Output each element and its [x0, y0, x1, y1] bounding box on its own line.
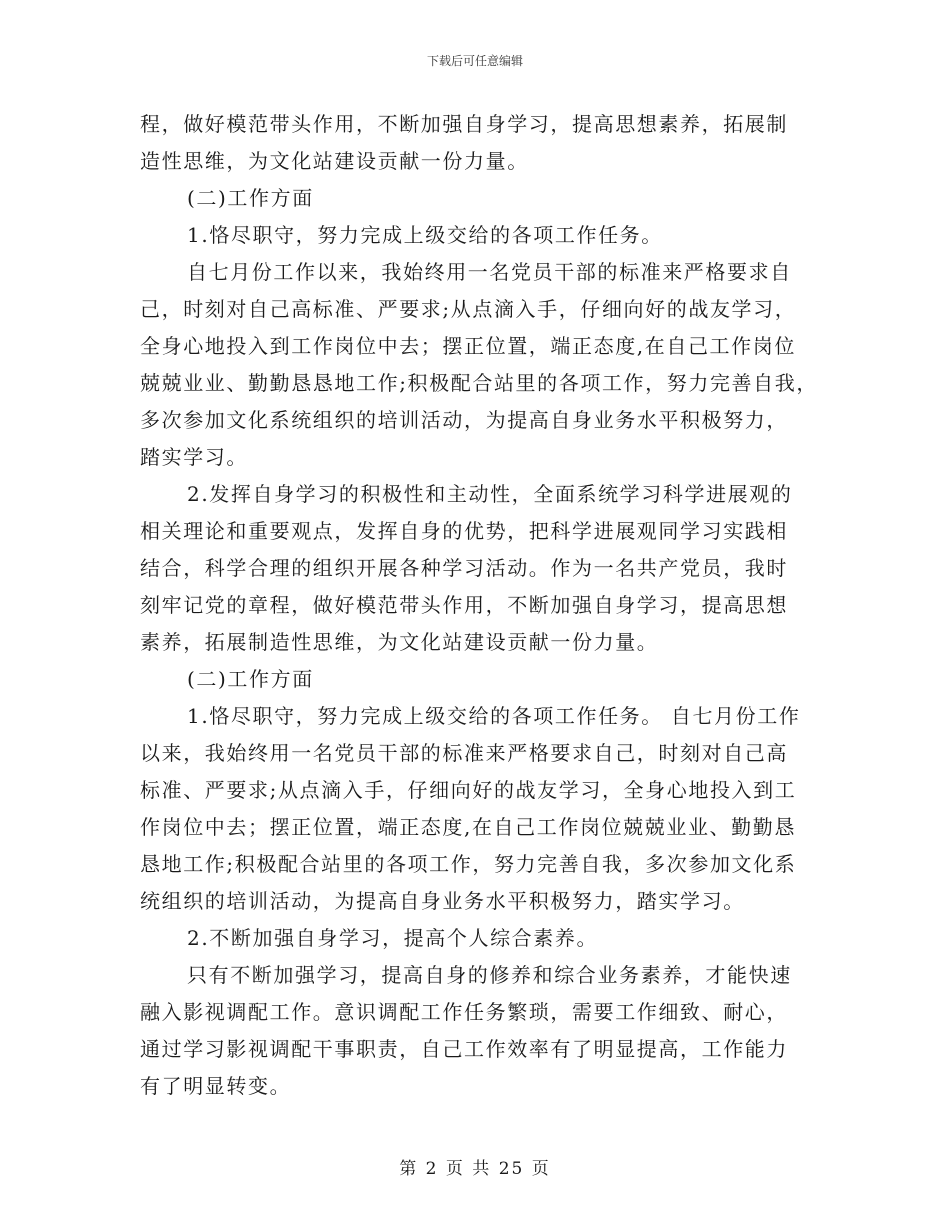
item-heading: 2.不断加强自身学习，提高个人综合素养。 — [187, 926, 599, 950]
text-line: 以来，我始终用一名党员干部的标准来严格要求自己，时刻对自己高 — [140, 741, 788, 765]
page-number: 第 2 页 共 25 页 — [399, 1159, 551, 1179]
text-line: 素养，拓展制造性思维，为文化站建设贡献一份力量。 — [140, 630, 659, 654]
text-line: 恳地工作;积极配合站里的各项工作，努力完善自我，多次参加文化系 — [140, 852, 797, 876]
section-heading: (二)工作方面 — [187, 186, 314, 210]
text-line: 程，做好模范带头作用，不断加强自身学习，提高思想素养，拓展制 — [140, 112, 788, 136]
text-line: 统组织的培训活动，为提高自身业务水平积极努力，踏实学习。 — [140, 889, 745, 913]
text-line: 1.恪尽职守，努力完成上级交给的各项工作任务。 自七月份工作 — [187, 704, 801, 728]
text-line: 多次参加文化系统组织的培训活动，为提高自身业务水平积极努力， — [140, 408, 788, 432]
section-heading: (二)工作方面 — [187, 667, 314, 691]
text-line: 兢兢业业、勤勤恳恳地工作;积极配合站里的各项工作，努力完善自我， — [140, 371, 818, 395]
text-line: 作岗位中去；摆正位置，端正态度,在自己工作岗位兢兢业业、勤勤恳 — [140, 815, 796, 839]
text-line: 2.发挥自身学习的积极性和主动性，全面系统学习科学进展观的 — [187, 482, 793, 506]
text-line: 刻牢记党的章程，做好模范带头作用，不断加强自身学习，提高思想 — [140, 593, 788, 617]
text-line: 通过学习影视调配干事职责，自己工作效率有了明显提高，工作能力 — [140, 1037, 788, 1061]
text-line: 标准、严要求;从点滴入手，仔细向好的战友学习，全身心地投入到工 — [140, 778, 797, 802]
text-line: 全身心地投入到工作岗位中去；摆正位置，端正态度,在自己工作岗位 — [140, 334, 796, 358]
document-body — [140, 106, 820, 1105]
text-line: 相关理论和重要观点，发挥自身的优势，把科学进展观同学习实践相 — [140, 519, 788, 543]
text-line: 己，时刻对自己高标准、严要求;从点滴入手，仔细向好的战友学习， — [140, 297, 797, 321]
page-header-note: 下载后可任意编辑 — [426, 54, 523, 68]
text-line: 有了明显转变。 — [140, 1074, 292, 1098]
text-line: 自七月份工作以来，我始终用一名党员干部的标准来严格要求自 — [187, 260, 792, 284]
text-line: 造性思维，为文化站建设贡献一份力量。 — [140, 149, 529, 173]
text-line: 只有不断加强学习，提高自身的修养和综合业务素养，才能快速 — [187, 963, 792, 987]
text-line: 结合，科学合理的组织开展各种学习活动。作为一名共产党员，我时 — [140, 556, 788, 580]
item-heading: 1.恪尽职守，努力完成上级交给的各项工作任务。 — [187, 223, 663, 247]
text-line: 融入影视调配工作。意识调配工作任务繁琐，需要工作细致、耐心， — [140, 1000, 788, 1024]
text-line: 踏实学习。 — [140, 445, 248, 469]
